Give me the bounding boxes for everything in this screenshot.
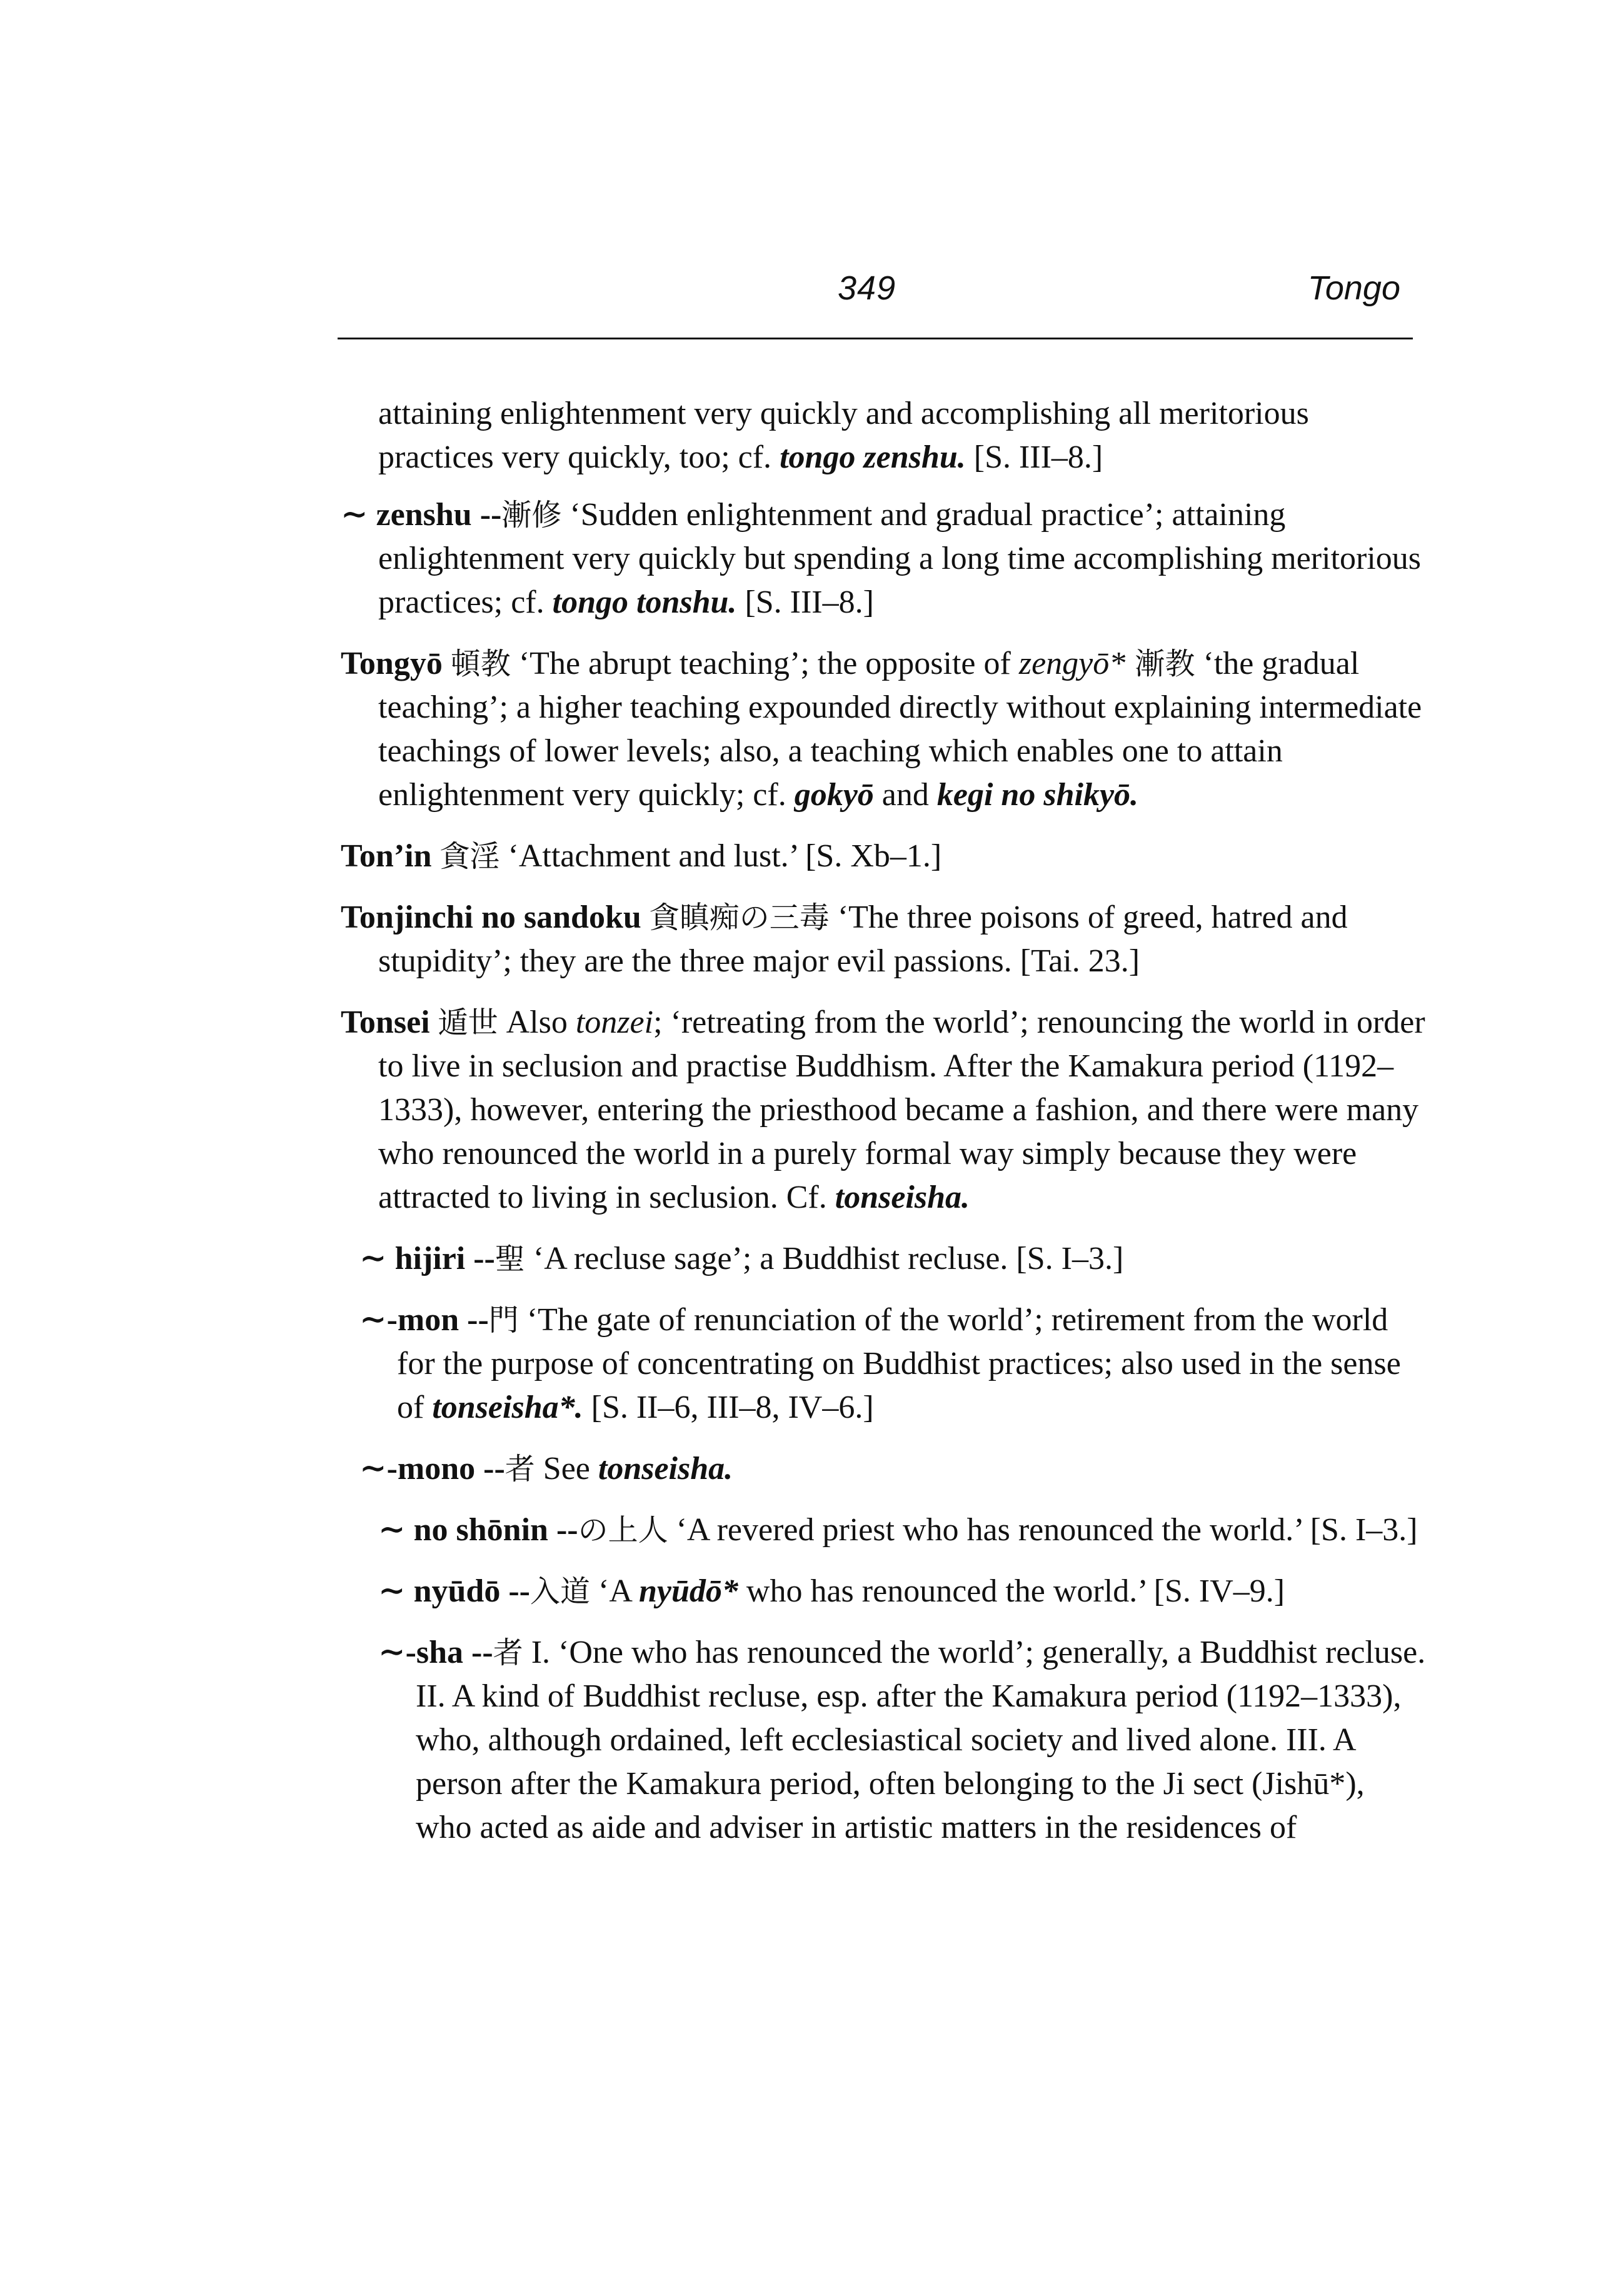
cross-reference: tongo zenshu. (780, 439, 966, 475)
headword: Tonjinchi no sandoku (341, 900, 641, 935)
subentry-hijiri: ∼ hijiri --聖 ‘A recluse sage’; a Buddhist recluse. [S. I–3.] (359, 1241, 1124, 1276)
kanji-gloss: 漸修 (501, 498, 562, 533)
kanji-gloss: 貪淫 (439, 839, 500, 874)
kanji-gloss: 漸教 (1125, 646, 1195, 681)
cross-reference: gokyō (794, 777, 874, 813)
headword: ∼ hijiri (359, 1241, 466, 1276)
subentry-zenshu: ∼ zenshu --漸修 ‘Sudden enlightenment and gradual practice’; attaining enlightenment very quickly but spending a long time accomplishing meritorious practices; cf. tongo tonshu. [S. III–8.] (341, 497, 1422, 620)
subentry-mon: ∼-mon --門 ‘The gate of renunciation of the world’; retirement from the world for the purpose of concentrating on Buddhist practices; also used in the sense of tonseisha*. [S. II–6, III–8, IV–6.] (359, 1302, 1401, 1425)
kanji-gloss: 頓教 (450, 646, 511, 681)
running-head: Tongo (1307, 269, 1400, 307)
headword: Ton’in (341, 838, 432, 874)
continued-entry-text: attaining enlightenment very quickly and accomplishing all meritorious practices very quickly, too; cf. tongo zenshu. [S. III–8.] (378, 396, 1309, 475)
header-rule (338, 338, 1413, 339)
subentry-sha: ∼-sha --者 I. ‘One who has renounced the world’; generally, a Buddhist recluse. II. A kind of Buddhist recluse, esp. after the Kamakura period (1192–1333), who, although ordained, left ecclesiastical society and lived alone. III. A person after the Kamakura period, often belonging to the Ji sect (Jishū*), who acted as aide and adviser in artistic matters in the residences of (378, 1635, 1426, 1845)
cross-reference: tongo tonshu. (552, 584, 737, 620)
kanji-gloss: 聖 (494, 1241, 525, 1276)
headword: ∼ zenshu (341, 497, 472, 533)
kanji-gloss: の上人 (578, 1513, 668, 1548)
entry-tonsei: Tonsei 遁世 Also tonzei; ‘retreating from the world’; renouncing the world in order to live in seclusion and practise Buddhism. After the Kamakura period (1192–1333), however, entering the priesthood became a fashion, and there were many who renounced the world in a purely formal way simply because they were attracted to living in seclusion. Cf. tonseisha. (341, 1005, 1425, 1215)
entries-body (341, 359, 1428, 1867)
subentry-nyudo: ∼ nyūdō --入道 ‘A nyūdō* who has renounced the world.’ [S. IV–9.] (378, 1573, 1285, 1609)
kanji-gloss: 貪瞋痴の三毒 (649, 900, 830, 935)
kanji-gloss: 遁世 (438, 1005, 498, 1040)
subentry-mono: ∼-mono --者 See tonseisha. (359, 1451, 733, 1486)
entry-tongyo: Tongyō 頓教 ‘The abrupt teaching’; the opposite of zengyō* 漸教 ‘the gradual teaching’; a higher teaching expounded directly without explaining intermediate teachings of lower levels; also, a teaching which enables one to attain enlightenment very quickly; cf. gokyō and kegi no shikyō. (341, 646, 1422, 813)
subentry-shonin: ∼ no shōnin --の上人 ‘A revered priest who has renounced the world.’ [S. I–3.] (378, 1512, 1418, 1548)
kanji-gloss: 者 (504, 1451, 535, 1486)
cross-reference: tonseisha. (598, 1451, 733, 1486)
headword: Tonsei (341, 1005, 430, 1040)
cross-reference: tonseisha. (835, 1180, 970, 1215)
cross-reference: zengyō* (1018, 646, 1126, 681)
cross-reference: tonseisha*. (432, 1390, 583, 1425)
headword: ∼-mon (359, 1302, 459, 1338)
page-header (338, 269, 1413, 325)
cross-reference: nyūdō* (639, 1573, 738, 1609)
headword: Tongyō (341, 646, 443, 681)
headword: ∼ no shōnin (378, 1512, 548, 1548)
headword: ∼-sha (378, 1635, 464, 1670)
entry-tonjinchi: Tonjinchi no sandoku 貪瞋痴の三毒 ‘The three poisons of greed, hatred and stupidity’; they are the three major evil passions. [Tai. 23.] (341, 900, 1348, 979)
entry-tonin: Ton’in 貪淫 ‘Attachment and lust.’ [S. Xb–1.] (341, 838, 942, 874)
kanji-gloss: 門 (488, 1303, 519, 1338)
kanji-gloss: 入道 (529, 1574, 590, 1609)
page-number: 349 (838, 269, 896, 307)
kanji-gloss: 者 (493, 1635, 523, 1670)
cross-reference: kegi no shikyō. (936, 777, 1139, 813)
headword: ∼-mono (359, 1451, 476, 1486)
headword: ∼ nyūdō (378, 1573, 501, 1609)
cross-reference: tonzei (575, 1005, 654, 1040)
